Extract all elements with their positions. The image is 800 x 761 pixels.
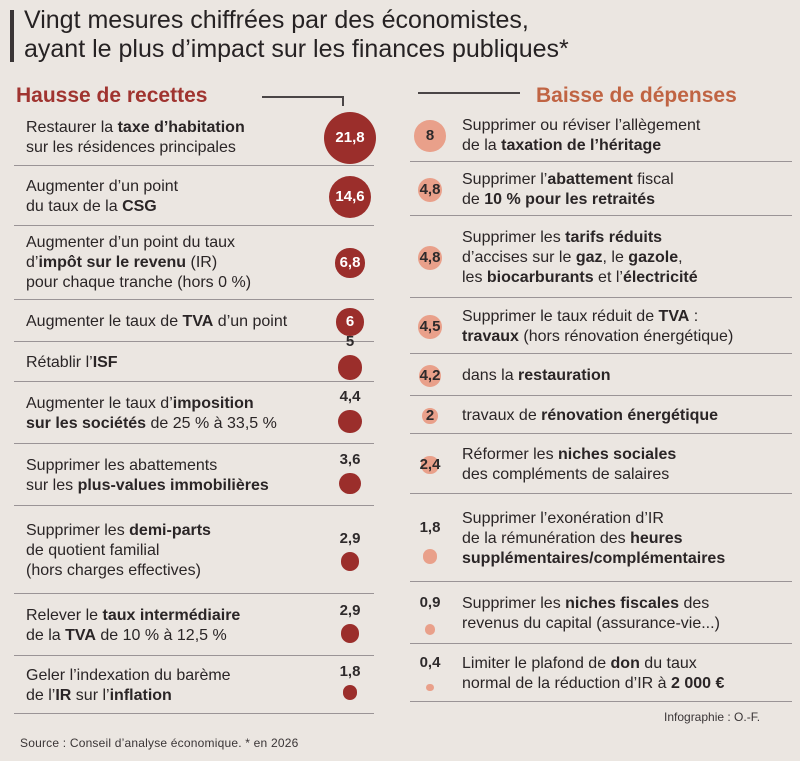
value-bubble: [425, 624, 436, 635]
infographic-credit: Infographie : O.-F.: [664, 710, 761, 724]
source-note: Source : Conseil d’analyse économique. * en 2026: [20, 736, 299, 750]
label-text: d’un point: [213, 313, 288, 330]
label-text: Rétablir l’: [26, 354, 93, 371]
title-accent-bar: [10, 10, 14, 62]
label-text: TVA: [65, 627, 96, 644]
chart-title: [24, 6, 784, 64]
column-heading-recettes: Hausse de recettes: [16, 84, 208, 107]
label-text: gaz: [575, 249, 603, 266]
label-text: Supprimer l’: [462, 171, 548, 188]
label-text: travaux: [462, 328, 519, 345]
chart-title-line-1: Vingt mesures chiffrées par des économistes,: [24, 6, 529, 34]
value-label: 5: [345, 333, 355, 351]
label-text: sur les sociétés: [26, 415, 147, 432]
value-label: 4,8: [419, 249, 441, 266]
recette-row: [14, 110, 374, 166]
value-label: 1,8: [339, 663, 361, 681]
label-text: biocarburants: [486, 269, 594, 286]
value-bubble: [343, 685, 358, 700]
recette-row: [14, 446, 374, 506]
measure-label: [462, 445, 676, 485]
label-text: de 10 % à 12,5 %: [95, 627, 227, 644]
measure-label: [462, 228, 698, 288]
label-text: Supprimer les: [26, 522, 130, 539]
label-text: Supprimer les abattements: [26, 457, 218, 474]
label-text: IR: [55, 687, 72, 704]
label-text: Supprimer ou réviser l’allègement: [462, 117, 701, 134]
depense-row: [410, 398, 792, 434]
value-label: 2,9: [339, 601, 361, 619]
value-bubble: [338, 355, 363, 380]
label-text: de: [462, 191, 485, 208]
heading-rule-left: [262, 96, 344, 98]
value-label: 6: [345, 313, 355, 330]
depense-row: [410, 436, 792, 494]
label-text: tarifs réduits: [565, 229, 663, 246]
label-text: CSG: [122, 198, 157, 215]
measure-label: [26, 456, 269, 496]
label-text: gazole: [628, 249, 679, 266]
depense-row: [410, 110, 792, 162]
label-text: inflation: [109, 687, 172, 704]
label-text: Relever le: [26, 607, 103, 624]
depense-row: [410, 646, 792, 702]
label-text: Supprimer l’exonération d’IR: [462, 510, 664, 527]
label-text: :: [689, 308, 699, 325]
label-text: d’: [26, 254, 39, 271]
measure-label: [462, 170, 674, 210]
measure-label: [26, 233, 251, 293]
label-text: (hors charges effectives): [26, 562, 201, 579]
measure-label: [462, 406, 718, 426]
value-label: 6,8: [339, 254, 361, 271]
label-text: taxation de l’héritage: [501, 137, 662, 154]
label-text: Restaurer la: [26, 119, 118, 136]
label-text: Geler l’indexation du barème: [26, 667, 231, 684]
label-text: abattement: [547, 171, 633, 188]
recette-row: [14, 384, 374, 444]
measure-label: [462, 116, 700, 156]
recette-row: [14, 596, 374, 656]
label-text: TVA: [182, 313, 214, 330]
label-text: du taux de la: [26, 198, 123, 215]
depense-row: [410, 218, 792, 298]
label-text: , le: [602, 249, 629, 266]
value-label: 4,2: [419, 367, 441, 384]
label-text: restauration: [518, 367, 611, 384]
label-text: de la: [462, 137, 502, 154]
recette-row: [14, 168, 374, 226]
label-text: ,: [678, 249, 683, 266]
label-text: des: [679, 595, 710, 612]
label-text: Supprimer les: [462, 229, 566, 246]
label-text: Limiter le plafond de: [462, 655, 611, 672]
label-text: impôt sur le revenu: [38, 254, 187, 271]
label-text: normal de la réduction d’IR à: [462, 675, 671, 692]
depense-row: [410, 356, 792, 396]
value-label: 1,8: [419, 519, 441, 536]
value-label: 2,4: [419, 456, 441, 473]
label-text: ISF: [92, 354, 118, 371]
value-label: 21,8: [335, 129, 365, 146]
label-text: Augmenter d’un point du taux: [26, 234, 236, 251]
chart-title-line-2: ayant le plus d’impact sur les finances publiques*: [24, 35, 569, 63]
measure-label: [26, 118, 245, 158]
label-text: de l’: [26, 687, 56, 704]
label-text: sur l’: [71, 687, 110, 704]
measure-label: [26, 521, 211, 581]
label-text: 2 000 €: [671, 675, 725, 692]
label-text: et l’: [593, 269, 623, 286]
value-label: 14,6: [335, 188, 365, 205]
value-label: 2: [425, 407, 435, 424]
measure-label: [462, 509, 725, 569]
label-text: rénovation énergétique: [541, 407, 719, 424]
value-label: 3,6: [339, 450, 361, 468]
value-bubble: [341, 624, 360, 643]
label-text: de la: [26, 627, 66, 644]
label-text: Augmenter d’un point: [26, 178, 179, 195]
label-text: dans la: [462, 367, 519, 384]
label-text: sur les: [26, 477, 78, 494]
depense-row: [410, 164, 792, 216]
label-text: des compléments de salaires: [462, 466, 670, 483]
label-text: imposition: [172, 395, 254, 412]
label-text: Augmenter le taux d’: [26, 395, 173, 412]
recette-row: [14, 333, 374, 382]
value-label: 4,4: [339, 387, 361, 405]
value-label: 0,9: [419, 594, 441, 611]
label-text: demi-parts: [129, 522, 211, 539]
value-bubble: [338, 410, 361, 433]
measure-label: [26, 666, 231, 706]
depense-row: [410, 300, 792, 354]
label-text: Supprimer le taux réduit de: [462, 308, 659, 325]
label-text: Supprimer les: [462, 595, 566, 612]
label-text: de quotient familial: [26, 542, 160, 559]
depense-row: [410, 496, 792, 582]
label-text: de 25 % à 33,5 %: [146, 415, 277, 432]
measure-label: [462, 366, 611, 386]
value-bubble: [341, 552, 360, 571]
value-label: 4,5: [419, 318, 441, 335]
measure-label: [26, 177, 178, 217]
label-text: sur les résidences principales: [26, 139, 236, 156]
label-text: niches sociales: [558, 446, 677, 463]
measure-label: [26, 312, 287, 332]
label-text: Réformer les: [462, 446, 559, 463]
label-text: 10 % pour les retraités: [484, 191, 655, 208]
label-text: heures: [630, 530, 683, 547]
value-bubble: [423, 549, 438, 564]
measure-label: [462, 594, 720, 634]
label-text: taux intermédiaire: [102, 607, 241, 624]
recette-row: [14, 226, 374, 300]
value-label: 8: [425, 127, 435, 144]
measure-label: [26, 394, 277, 434]
label-text: supplémentaires/complémentaires: [462, 550, 726, 567]
recette-row: [14, 658, 374, 714]
label-text: taxe d’habitation: [117, 119, 245, 136]
label-text: don: [610, 655, 640, 672]
measure-label: [462, 654, 724, 694]
value-label: 0,4: [419, 654, 441, 671]
measure-label: [26, 606, 240, 646]
label-text: les: [462, 269, 487, 286]
label-text: d’accises sur le: [462, 249, 576, 266]
label-text: Augmenter le taux de: [26, 313, 183, 330]
column-heading-depenses: Baisse de dépenses: [536, 84, 737, 107]
label-text: TVA: [658, 308, 690, 325]
label-text: fiscal: [632, 171, 674, 188]
label-text: électricité: [622, 269, 698, 286]
value-label: 4,8: [419, 181, 441, 198]
label-text: pour chaque tranche (hors 0 %): [26, 274, 252, 291]
label-text: (hors rénovation énergétique): [518, 328, 734, 345]
measure-label: [26, 353, 118, 373]
label-text: du taux: [639, 655, 697, 672]
label-text: travaux de: [462, 407, 542, 424]
value-bubble: [339, 473, 360, 494]
label-text: revenus du capital (assurance-vie...): [462, 615, 720, 632]
value-label: 2,9: [339, 529, 361, 547]
recette-row: [14, 508, 374, 594]
measure-label: [462, 307, 733, 347]
label-text: niches fiscales: [565, 595, 679, 612]
heading-rule-right: [418, 92, 520, 94]
label-text: plus-values immobilières: [77, 477, 269, 494]
label-text: de la rémunération des: [462, 530, 631, 547]
value-bubble: [426, 684, 433, 691]
depense-row: [410, 584, 792, 644]
label-text: (IR): [186, 254, 218, 271]
